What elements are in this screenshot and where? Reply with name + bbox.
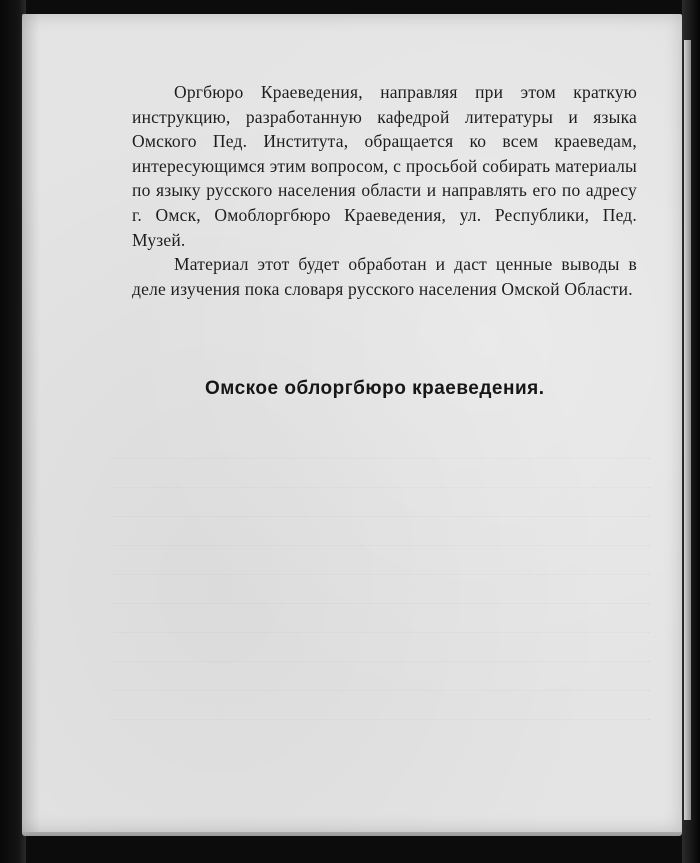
signature-line: Омское облоргбюро краеведения. [205,378,545,399]
next-page-edge [684,40,691,820]
body-text [132,80,637,301]
paragraph-processing: Материал этот будет обработан и даст ценные выводы в деле изучения пока словаря русского населения Омской Области. [132,254,637,299]
paragraph-appeal: Оргбюро Краеведения, направляя при этом краткую инструкцию, разработанную кафедрой литературы и языка Омского Пед. Института, обращается ко всем краеведам, интересующимся этим вопросом, с просьбой собирать материалы по языку русского населения области и направлять его по адресу г. Омск, Омоблоргбюро Краеведения, ул. Республики, Пед. Музей. [132,82,637,250]
